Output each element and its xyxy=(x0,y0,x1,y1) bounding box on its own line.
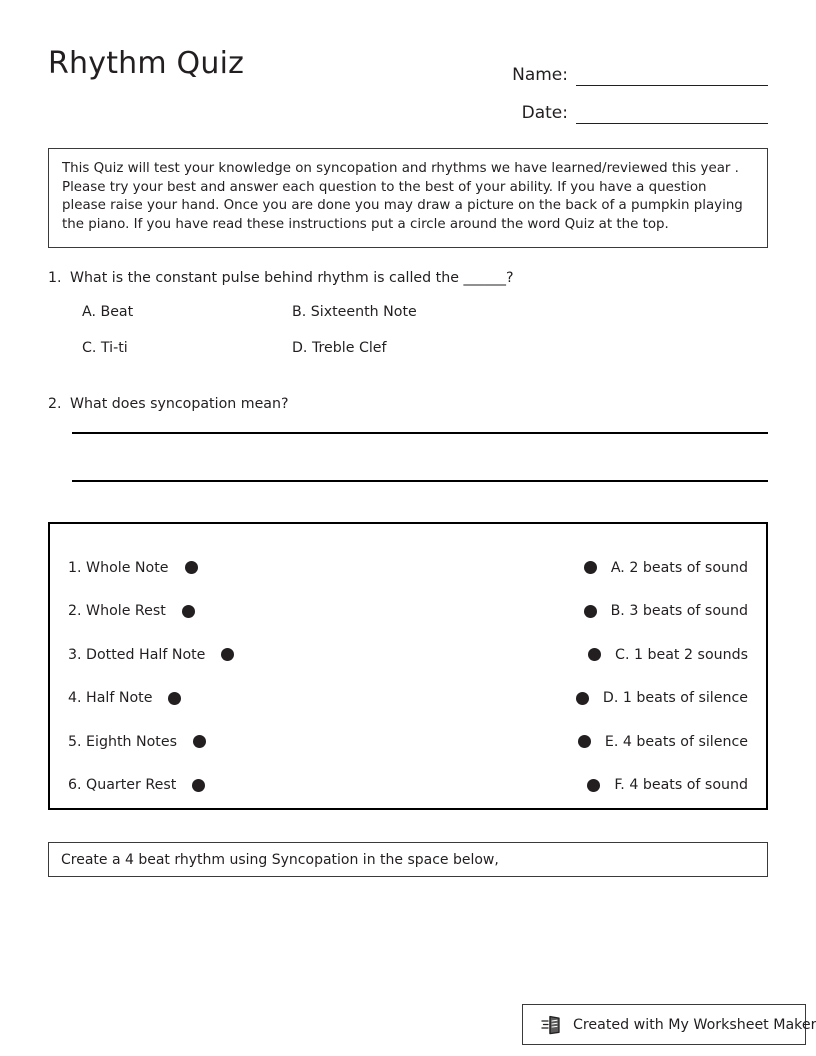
footer-attribution-text: Created with My Worksheet Maker xyxy=(573,1016,816,1033)
matching-left-label: 1. Whole Note xyxy=(68,559,169,576)
matching-right-item-a[interactable] xyxy=(584,558,748,578)
question-1-option-d[interactable]: D. Treble Clef xyxy=(292,340,387,356)
matching-left-label: 5. Eighth Notes xyxy=(68,733,177,750)
matching-right-item-b[interactable] xyxy=(584,601,748,621)
rhythm-prompt-box xyxy=(48,842,768,877)
question-1-option-b[interactable]: B. Sixteenth Note xyxy=(292,304,417,320)
answer-line-2[interactable] xyxy=(72,480,768,482)
matching-left-label: 4. Half Note xyxy=(68,690,153,707)
matching-right-dot[interactable] xyxy=(576,692,589,705)
matching-left-item-1[interactable] xyxy=(68,558,198,578)
date-field-row xyxy=(468,86,768,124)
question-2-answer-area xyxy=(72,432,768,482)
instructions-box xyxy=(48,148,768,248)
matching-right-item-f[interactable] xyxy=(587,775,748,795)
matching-right-label: E. 4 beats of silence xyxy=(604,733,748,750)
matching-left-dot[interactable] xyxy=(221,648,234,661)
question-2-number: 2. xyxy=(48,396,62,412)
question-1-text: What is the constant pulse behind rhythm is called the ______? xyxy=(70,270,514,286)
matching-right-label: A. 2 beats of sound xyxy=(610,559,748,576)
name-field-label: Name: xyxy=(512,65,568,85)
matching-row xyxy=(50,677,766,721)
matching-right-dot[interactable] xyxy=(584,605,597,618)
name-field-row xyxy=(468,48,768,86)
matching-right-label: F. 4 beats of sound xyxy=(614,777,748,794)
worksheet-header xyxy=(48,44,768,124)
matching-row xyxy=(50,633,766,677)
question-1-options xyxy=(82,302,768,374)
question-1-option-a[interactable]: A. Beat xyxy=(82,304,134,320)
question-2-text: What does syncopation mean? xyxy=(70,396,289,412)
matching-left-dot[interactable] xyxy=(182,605,195,618)
matching-left-item-4[interactable] xyxy=(68,688,181,708)
matching-right-label: B. 3 beats of sound xyxy=(610,603,748,620)
question-2-line xyxy=(48,394,768,414)
matching-left-dot[interactable] xyxy=(193,735,206,748)
matching-left-label: 2. Whole Rest xyxy=(68,603,166,620)
question-1 xyxy=(48,268,768,374)
page-title: Rhythm Quiz xyxy=(48,46,245,81)
footer-attribution-badge xyxy=(522,1004,816,1045)
matching-right-item-c[interactable] xyxy=(588,645,748,665)
question-1-options-row-1 xyxy=(82,302,768,338)
matching-right-dot[interactable] xyxy=(587,779,600,792)
date-field-label: Date: xyxy=(521,103,568,123)
matching-right-dot[interactable] xyxy=(578,735,591,748)
matching-right-item-d[interactable] xyxy=(576,688,748,708)
matching-left-item-2[interactable] xyxy=(68,601,195,621)
name-input[interactable] xyxy=(576,65,768,86)
matching-left-item-5[interactable] xyxy=(68,732,206,752)
question-1-line xyxy=(48,268,768,288)
matching-row xyxy=(50,764,766,808)
name-date-group xyxy=(468,48,768,124)
matching-right-dot[interactable] xyxy=(584,561,597,574)
matching-left-label: 6. Quarter Rest xyxy=(68,777,177,794)
question-1-options-row-2 xyxy=(82,338,768,374)
question-2 xyxy=(48,394,768,414)
matching-right-item-e[interactable] xyxy=(578,732,748,752)
question-1-number: 1. xyxy=(48,270,62,286)
answer-line-gap xyxy=(72,434,768,480)
matching-row xyxy=(50,546,766,590)
date-input[interactable] xyxy=(576,103,768,124)
matching-right-label: C. 1 beat 2 sounds xyxy=(615,646,748,663)
matching-left-item-6[interactable] xyxy=(68,775,205,795)
matching-left-label: 3. Dotted Half Note xyxy=(68,646,206,663)
matching-exercise-box xyxy=(48,522,768,810)
instructions-text: This Quiz will test your knowledge on syncopation and rhythms we have learned/reviewed this year . Please try your best and answer each question to the best of your ability. If you have a question please raise your hand. Once you are done you may draw a picture on the back of a pumpkin playing the piano. If you have read these instructions put a circle around the word Quiz at the top. xyxy=(62,161,743,233)
matching-row xyxy=(50,720,766,764)
matching-left-dot[interactable] xyxy=(185,561,198,574)
matching-row xyxy=(50,590,766,634)
worksheet-page-icon xyxy=(541,1013,573,1037)
matching-right-dot[interactable] xyxy=(588,648,601,661)
matching-left-dot[interactable] xyxy=(168,692,181,705)
question-1-option-c[interactable]: C. Ti-ti xyxy=(82,340,128,356)
matching-right-label: D. 1 beats of silence xyxy=(602,690,748,707)
rhythm-prompt-text: Create a 4 beat rhythm using Syncopation in the space below, xyxy=(61,851,499,868)
matching-left-dot[interactable] xyxy=(192,779,205,792)
matching-left-item-3[interactable] xyxy=(68,645,234,665)
